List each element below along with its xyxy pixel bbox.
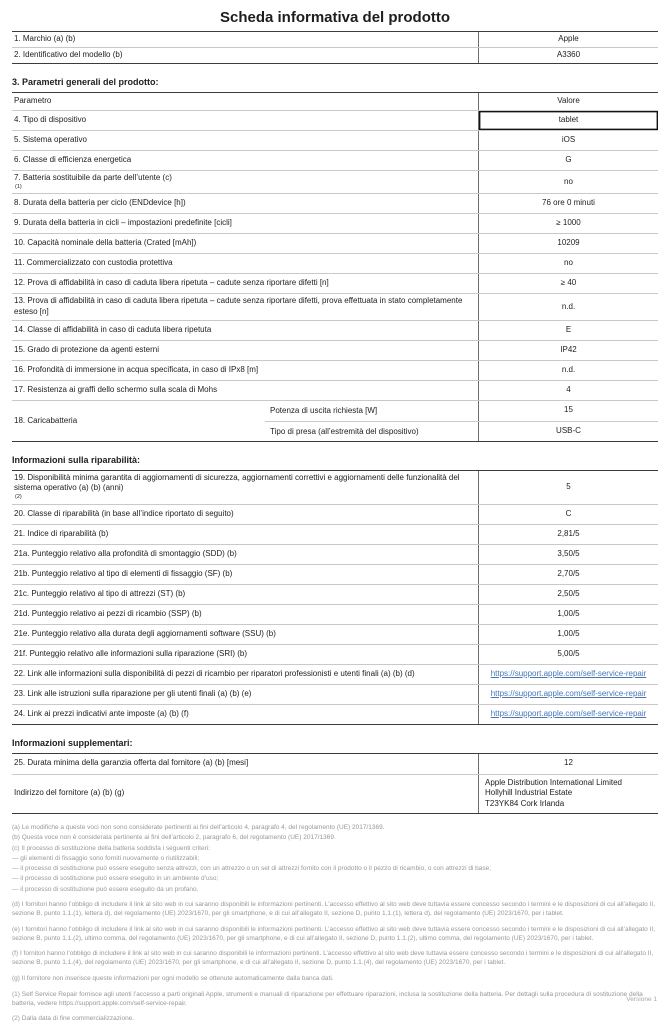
param-label: 20. Classe di riparabilità (in base all’indice riportato di seguito) (14, 508, 234, 518)
charger-power-value: 15 (478, 401, 658, 421)
repair-index-row (12, 524, 658, 544)
model-row (12, 47, 658, 63)
param-label: 24. Link ai prezzi indicativi ante imposte (a) (b) (f) (14, 708, 189, 718)
os-row (12, 130, 658, 150)
protective-case-row (12, 253, 658, 273)
param-value: 76 ore 0 minuti (478, 194, 658, 213)
param-label-text: 19. Disponibilità minima garantita di aggiornamenti di sicurezza, aggiornamenti correttivi e aggiornamenti delle funzionalità del sistema operativo (a) (b) (anni) (14, 472, 460, 493)
charger-power-label: Potenza di uscita richiesta [W] (270, 406, 378, 416)
param-label: 21. Indice di riparabilità (b) (14, 528, 109, 538)
self-service-repair-link[interactable]: https://support.apple.com/self-service-repair (490, 668, 647, 678)
param-value: 2,50/5 (478, 585, 658, 604)
repair-class-row (12, 504, 658, 524)
spare-parts-link-row (12, 664, 658, 684)
param-label: 21f. Punteggio relativo alle informazioni sulla riparazione (SRI) (b) (14, 648, 247, 658)
version-label: Versione 1 (626, 996, 657, 1003)
self-service-repair-link[interactable]: https://support.apple.com/self-service-repair (490, 688, 647, 698)
param-label: 12. Prova di affidabilità in caso di caduta libera ripetuta – cadute senza riportare difetti [n] (14, 278, 329, 288)
param-label: 17. Resistenza ai graffi dello schermo sulla scala di Mohs (14, 384, 218, 394)
supplier-address (478, 775, 658, 813)
supplementary-section-heading: Informazioni supplementari: (12, 737, 133, 748)
charger-label: 18. Caricabatteria (14, 416, 78, 426)
param-label: 15. Grado di protezione da agenti esterni (14, 344, 159, 354)
identity-table (12, 31, 658, 64)
self-service-repair-link[interactable]: https://support.apple.com/self-service-repair (490, 708, 647, 718)
param-value: n.d. (478, 361, 658, 380)
battery-replaceable-row (12, 170, 658, 193)
param-value: ≥ 1000 (478, 214, 658, 233)
param-value: n.d. (478, 294, 658, 320)
drop-test-extended-row (12, 293, 658, 320)
footnote: (f) I fornitori hanno l’obbligo di includere il link al sito web in cui saranno disponibili le informazioni pertinenti. L’accesso effettivo al sito web deve tuttavia essere concesso secondo i termini e le disposizioni di cui all’allegato II, sezione B, punto 1.1.(4), del regolamento (UE) 2023/1670, per gli smartphone, e di cui all’allegato II, sezione D, punto 1.1.(4), del regolamento (UE) 2023/1670, per i tablet. (12, 950, 654, 967)
param-label: 16. Profondità di immersione in acqua specificata, in caso di IPx8 [m] (14, 364, 259, 374)
param-value: C (478, 505, 658, 524)
param-label: 6. Classe di efficienza energetica (14, 154, 132, 164)
sf-score-row (12, 564, 658, 584)
model-value: A3360 (478, 48, 658, 63)
param-value (478, 705, 658, 724)
param-label: 21d. Punteggio relativo ai pezzi di ricambio (SSP) (b) (14, 608, 202, 618)
param-label: 4. Tipo di dispositivo (14, 114, 87, 124)
param-value: E (478, 321, 658, 340)
repair-section-heading: Informazioni sulla riparabilità: (12, 454, 141, 465)
battery-capacity-row (12, 233, 658, 253)
footnote-criterion: — il processo di sostituzione può essere eseguito senza attrezzi, con un attrezzo o un set di attrezzi fornito con il prodotto o il pezzo di ricambio, o con attrezzi di base; (12, 865, 492, 873)
drop-test-row (12, 273, 658, 293)
param-value: 12 (478, 754, 658, 774)
param-value: iOS (478, 131, 658, 150)
product-info-sheet (0, 9, 670, 1024)
param-label: 5. Sistema operativo (14, 134, 87, 144)
param-value (478, 685, 658, 704)
ssu-score-row (12, 624, 658, 644)
parametro-header: Parametro (14, 95, 52, 105)
supplier-address-line: Hollyhill Industrial Estate (485, 788, 573, 798)
param-value: 4 (478, 381, 658, 400)
param-label-text: 7. Batteria sostituibile da parte dell’utente (c) (14, 172, 172, 182)
sri-score-row (12, 644, 658, 664)
param-label: 14. Classe di affidabilità in caso di caduta libera ripetuta (14, 324, 212, 334)
footnote: (d) I fornitori hanno l’obbligo di includere il link al sito web in cui saranno disponibili le informazioni pertinenti. L’accesso effettivo al sito web deve tuttavia essere concesso secondo i termini e le disposizioni di cui all’allegato II, sezione B, punto 1.1.(1), lettera d), del regolamento (UE) 2023/1670, per gli smartphone, e di cui all’allegato II, sezione D, punto 1.1.(1), lettera d), del regolamento (UE) 2023/1670, per i tablet. (12, 901, 656, 918)
page-title: Scheda informativa del prodotto (219, 9, 451, 26)
footnote: (a) Le modifiche a queste voci non sono considerate pertinenti ai fini dell’articolo 4, paragrafo 4, del regolamento (UE) 2017/1369. (12, 824, 385, 832)
param-value: IP42 (478, 341, 658, 360)
charger-subtable (265, 401, 658, 441)
charger-plug-label: Tipo di presa (all’estremità del dispositivo) (270, 426, 419, 436)
param-value: ≥ 40 (478, 274, 658, 293)
ssp-score-row (12, 604, 658, 624)
param-value: 2,70/5 (478, 565, 658, 584)
param-value: 3,50/5 (478, 545, 658, 564)
footnote: (1) Self Service Repair fornisce agli utenti l’accesso a parti originali Apple, strumenti e manuali di riparazione per effettuare riparazioni, inclusa la sostituzione della batteria. Per dettagli sulla procedura di sostituzione della batteria, vedere https://support.apple.com/self-service-repair. (12, 990, 643, 1007)
param-label: 25. Durata minima della garanzia offerta dal fornitore (a) (b) [mesi] (14, 758, 249, 768)
param-value: 1,00/5 (478, 625, 658, 644)
param-value: 2,81/5 (478, 525, 658, 544)
footnote-criterion: — il processo di sostituzione può essere eseguito in un ambiente d’uso; (12, 875, 219, 883)
brand-label: 1. Marchio (a) (b) (14, 34, 76, 44)
charger-plug-subrow (265, 421, 658, 441)
param-label: 21b. Punteggio relativo al tipo di elementi di fissaggio (SF) (b) (14, 568, 233, 578)
energy-class-row (12, 150, 658, 170)
immersion-depth-row (12, 360, 658, 380)
warranty-row (12, 754, 658, 774)
model-label: 2. Identificativo del modello (b) (14, 50, 123, 59)
param-value (478, 665, 658, 684)
indicative-prices-link-row (12, 704, 658, 724)
footnote: (e) I fornitori hanno l’obbligo di includere il link al sito web in cui saranno disponibili le informazioni pertinenti. L’accesso effettivo al sito web deve tuttavia essere concesso secondo i termini e le disposizioni di cui all’allegato II, sezione B, punto 1.1.(2), ultimo comma, del regolamento (UE) 2023/1670, per gli smartphone, e di cui all’allegato II, sezione D, punto 1.1.(2), ultimo comma, del regolamento (UE) 2023/1670, per i tablet. (12, 925, 656, 942)
param-label (12, 171, 478, 193)
footnote-marker: (2) (15, 494, 22, 501)
footnote: (c) Il processo di sostituzione della batteria soddisfa i seguenti criteri: (12, 844, 210, 852)
param-value: G (478, 151, 658, 170)
supplier-address-label: Indirizzo del fornitore (a) (b) (g) (14, 788, 125, 798)
footnotes (12, 824, 658, 1024)
param-label: 21e. Punteggio relativo alla durata degli aggiornamenti software (SSU) (b) (14, 628, 276, 638)
valore-header: Valore (478, 93, 658, 110)
param-label: 10. Capacità nominale della batteria (Crated [mAh]) (14, 238, 197, 248)
charger-row (12, 400, 658, 441)
param-value: 10209 (478, 234, 658, 253)
general-parameters-table (12, 92, 658, 442)
param-label (12, 471, 478, 504)
param-label: 11. Commercializzato con custodia protettiva (14, 258, 173, 268)
param-label: 22. Link alle informazioni sulla disponibilità di pezzi di ricambio per riparatori professionisti e utenti finali (a) (b) (d) (14, 668, 415, 678)
param-value: no (478, 171, 658, 193)
param-label: 23. Link alle istruzioni sulla riparazione per gli utenti finali (a) (b) (e) (14, 688, 252, 698)
param-value: 5 (478, 471, 658, 504)
repairability-table (12, 470, 658, 725)
footnote-marker: (1) (15, 183, 22, 190)
param-value: no (478, 254, 658, 273)
updates-guarantee-row (12, 471, 658, 504)
reliability-class-row (12, 320, 658, 340)
param-label: 21a. Punteggio relativo alla profondità di smontaggio (SDD) (b) (14, 548, 237, 558)
device-type-row (12, 110, 658, 130)
supplier-address-line: T23YK84 Cork Irlanda (485, 799, 565, 809)
brand-row (12, 32, 658, 47)
st-score-row (12, 584, 658, 604)
table-header-row (12, 93, 658, 110)
charger-power-subrow (265, 401, 658, 421)
charger-plug-value: USB-C (478, 422, 658, 441)
battery-cycles-row (12, 213, 658, 233)
footnote: (2) Dalla data di fine commercializzazione. (12, 1015, 135, 1023)
param-label: 8. Durata della batteria per ciclo (ENDdevice [h]) (14, 198, 186, 208)
supplier-address-row (12, 774, 658, 813)
brand-value: Apple (478, 32, 658, 47)
param-label: 13. Prova di affidabilità in caso di caduta libera ripetuta – cadute senza riportare difetti, prova effettuata in stato completamente esteso [n] (14, 296, 463, 316)
sdd-score-row (12, 544, 658, 564)
mohs-scratch-row (12, 380, 658, 400)
footnote: (g) Il fornitore non inserisce queste informazioni per ogni modello se ottenute automaticamente dalla banca dati. (12, 974, 334, 982)
footnote-criterion: — gli elementi di fissaggio sono forniti nuovamente o riutilizzabili; (12, 854, 200, 862)
param-value-boxed: tablet (478, 111, 658, 130)
param-label: 9. Durata della batteria in cicli – impostazioni predefinite [cicli] (14, 218, 232, 228)
battery-duration-row (12, 193, 658, 213)
param-label: 21c. Punteggio relativo al tipo di attrezzi (ST) (b) (14, 588, 186, 598)
general-section-heading: 3. Parametri generali del prodotto: (12, 76, 159, 87)
ip-rating-row (12, 340, 658, 360)
supplementary-table (12, 753, 658, 814)
param-value: 1,00/5 (478, 605, 658, 624)
footnote-criterion: — il processo di sostituzione può essere eseguito da un profano. (12, 885, 199, 893)
footnote: (b) Questa voce non è considerata pertinente ai fini dell’articolo 2, paragrafo 6, del regolamento (UE) 2017/1369. (12, 834, 336, 842)
repair-instructions-link-row (12, 684, 658, 704)
supplier-address-line: Apple Distribution International Limited (485, 777, 622, 787)
param-value: 5,00/5 (478, 645, 658, 664)
